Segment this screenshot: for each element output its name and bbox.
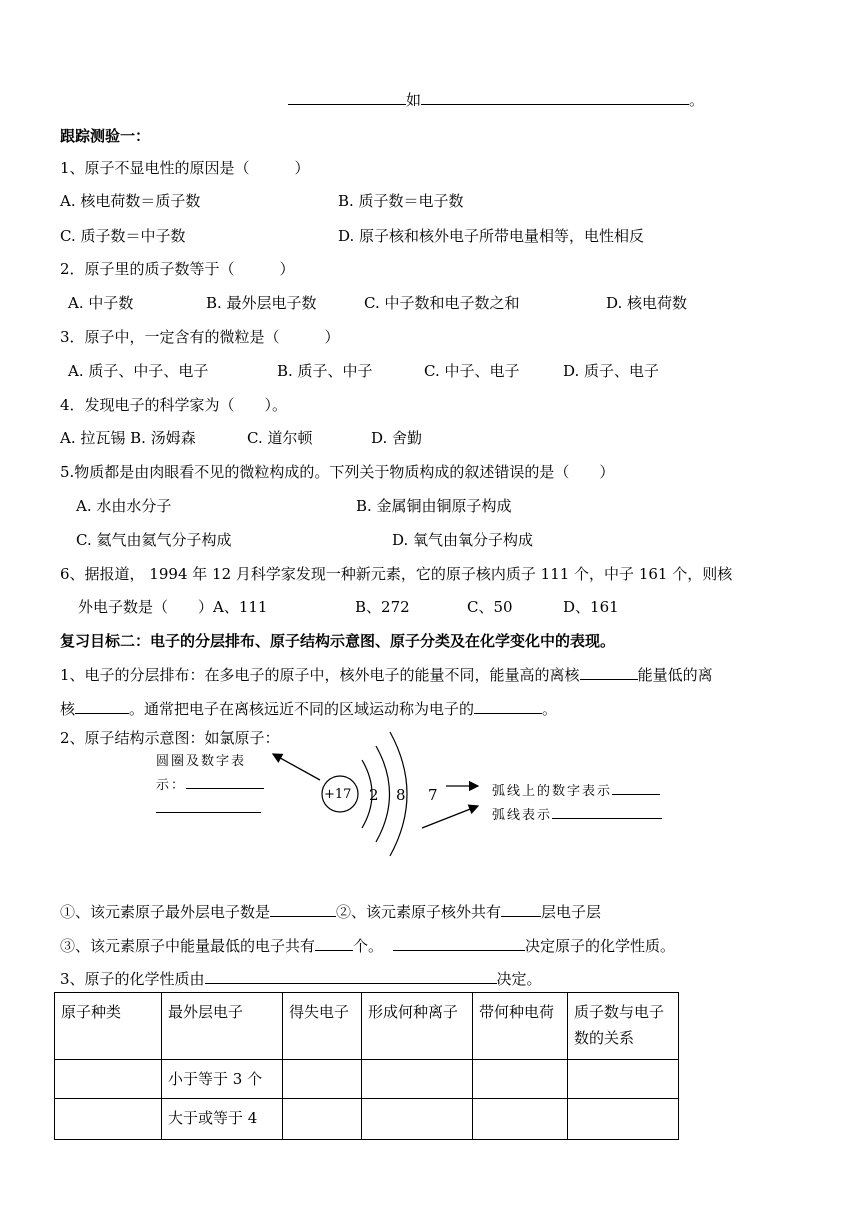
circle-label: 圆圈及数字表 xyxy=(156,754,247,769)
q4-option-c[interactable]: C. 道尔顿 xyxy=(247,429,313,447)
q6-option-a[interactable]: 外电子数是（ ）A、111 xyxy=(78,598,268,616)
atom-classification-table xyxy=(54,992,679,1140)
paragraph-line xyxy=(60,665,713,685)
q2-option-b[interactable]: B. 最外层电子数 xyxy=(206,294,317,312)
shell-electrons-2: 8 xyxy=(396,786,406,804)
fill-line xyxy=(60,969,542,989)
table-cell[interactable] xyxy=(473,1099,568,1140)
blank[interactable] xyxy=(474,699,542,714)
fill-line xyxy=(60,902,601,922)
q2-option-d[interactable]: D. 核电荷数 xyxy=(606,294,688,312)
arrow-to-arc-label xyxy=(422,806,478,828)
q2-option-a[interactable]: A. 中子数 xyxy=(68,294,134,312)
q4-option-ab[interactable]: A. 拉瓦锡 B. 汤姆森 xyxy=(60,429,196,447)
q3-option-a[interactable]: A. 质子、中子、电子 xyxy=(68,362,209,380)
blank[interactable] xyxy=(315,936,353,951)
blank[interactable] xyxy=(393,936,525,951)
q6-option-c[interactable]: C、50 xyxy=(467,598,513,616)
text: 核 xyxy=(60,700,76,718)
fill-line xyxy=(60,936,675,956)
paragraph-line: 2、原子结构示意图：如氯原子： xyxy=(60,729,280,747)
text: 示： xyxy=(156,778,187,793)
table-header-cell: 质子数与电子数的关系 xyxy=(568,993,679,1060)
blank[interactable] xyxy=(421,90,689,105)
q2-option-c[interactable]: C. 中子数和电子数之和 xyxy=(364,294,520,312)
q6-option-b[interactable]: B、272 xyxy=(355,598,410,616)
q3-option-b[interactable]: B. 质子、中子 xyxy=(277,362,373,380)
text: 3、原子的化学性质由 xyxy=(60,970,205,988)
table-cell: 小于等于 3 个 xyxy=(162,1060,283,1099)
text: 。 xyxy=(542,700,558,718)
blank[interactable] xyxy=(75,699,129,714)
table-row xyxy=(55,1060,679,1099)
blank[interactable] xyxy=(205,969,497,984)
table-header-cell: 形成何种离子 xyxy=(362,993,473,1060)
text: 如 xyxy=(406,91,422,109)
section-title: 跟踪测验一： xyxy=(60,127,151,145)
text: 。通常把电子在离核远近不同的区域运动称为电子的 xyxy=(129,700,475,718)
text: ②、该元素原子核外共有 xyxy=(336,903,502,921)
section-title: 复习目标二：电子的分层排布、原子结构示意图、原子分类及在化学变化中的表现。 xyxy=(60,632,616,650)
text: 决定。 xyxy=(496,970,542,988)
blank[interactable] xyxy=(612,782,660,795)
q6-option-d[interactable]: D、161 xyxy=(563,598,619,616)
text: 弧线上的数字表示 xyxy=(492,784,613,799)
blank[interactable] xyxy=(552,806,662,819)
nucleus-charge: +17 xyxy=(324,787,352,802)
table-cell: 大于或等于 4 xyxy=(162,1099,283,1140)
q1-option-d[interactable]: D. 原子核和核外电子所带电量相等，电性相反 xyxy=(338,227,645,245)
arrow-to-circle-label xyxy=(273,754,320,780)
arc-number-label xyxy=(492,782,660,802)
table-header-cell: 原子种类 xyxy=(55,993,162,1060)
text: 决定原子的化学性质。 xyxy=(525,937,676,955)
text: 个。 xyxy=(353,937,384,955)
q1-option-a[interactable]: A. 核电荷数＝质子数 xyxy=(60,192,201,210)
paragraph-line xyxy=(60,699,557,719)
shell-electrons-3: 7 xyxy=(428,786,438,804)
question-3-stem: 3．原子中，一定含有的微粒是（ ） xyxy=(60,328,340,346)
question-1-stem: 1、原子不显电性的原因是（ ） xyxy=(60,159,310,177)
q3-option-c[interactable]: C. 中子、电子 xyxy=(424,362,520,380)
circle-label-2 xyxy=(156,776,264,796)
table-cell[interactable] xyxy=(283,1060,362,1099)
top-fill-line xyxy=(288,90,704,110)
arc-label xyxy=(492,806,662,826)
table-row xyxy=(55,1099,679,1140)
blank[interactable] xyxy=(580,665,638,680)
text: 1、电子的分层排布：在多电子的原子中，核外电子的能量不同，能量高的离核 xyxy=(60,666,580,684)
q4-option-d[interactable]: D. 舍勤 xyxy=(371,429,423,447)
table-header-cell: 带何种电荷 xyxy=(473,993,568,1060)
table-header-cell: 得失电子 xyxy=(283,993,362,1060)
text: ③、该元素原子中能量最低的电子共有 xyxy=(60,937,316,955)
text: 层电子层 xyxy=(541,903,602,921)
q1-option-c[interactable]: C. 质子数＝中子数 xyxy=(60,227,186,245)
table-cell[interactable] xyxy=(473,1060,568,1099)
question-2-stem: 2．原子里的质子数等于（ ） xyxy=(60,260,295,278)
question-4-stem: 4．发现电子的科学家为（ ）。 xyxy=(60,396,288,414)
q5-option-b[interactable]: B. 金属铜由铜原子构成 xyxy=(356,497,512,515)
text: 。 xyxy=(689,91,705,109)
table-cell[interactable] xyxy=(283,1099,362,1140)
q1-option-b[interactable]: B. 质子数＝电子数 xyxy=(338,192,464,210)
table-cell[interactable] xyxy=(362,1099,473,1140)
text: ①、该元素原子最外层电子数是 xyxy=(60,903,271,921)
blank[interactable] xyxy=(186,776,264,789)
table-cell[interactable] xyxy=(362,1060,473,1099)
q5-option-d[interactable]: D. 氧气由氧分子构成 xyxy=(392,531,534,549)
q3-option-d[interactable]: D. 质子、电子 xyxy=(563,362,660,380)
text: 弧线表示 xyxy=(492,808,553,823)
blank[interactable] xyxy=(501,902,541,917)
question-5-stem: 5.物质都是由肉眼看不见的微粒构成的。下列关于物质构成的叙述错误的是（ ） xyxy=(60,463,615,481)
table-header-row xyxy=(55,993,679,1060)
q5-option-c[interactable]: C. 氦气由氦气分子构成 xyxy=(76,531,232,549)
table-cell[interactable] xyxy=(568,1060,679,1099)
blank[interactable] xyxy=(288,90,406,105)
table-cell[interactable] xyxy=(55,1099,162,1140)
shell-electrons-1: 2 xyxy=(369,786,379,804)
question-6-stem: 6、据报道， 1994 年 12 月科学家发现一种新元素，它的原子核内质子 111 个，中子 161 个，则核 xyxy=(60,565,733,583)
blank[interactable] xyxy=(156,800,261,813)
text: 能量低的离 xyxy=(637,666,713,684)
table-cell[interactable] xyxy=(568,1099,679,1140)
table-header-cell: 最外层电子 xyxy=(162,993,283,1060)
q5-option-a[interactable]: A. 水由水分子 xyxy=(76,497,172,515)
blank[interactable] xyxy=(270,902,336,917)
table-cell[interactable] xyxy=(55,1060,162,1099)
